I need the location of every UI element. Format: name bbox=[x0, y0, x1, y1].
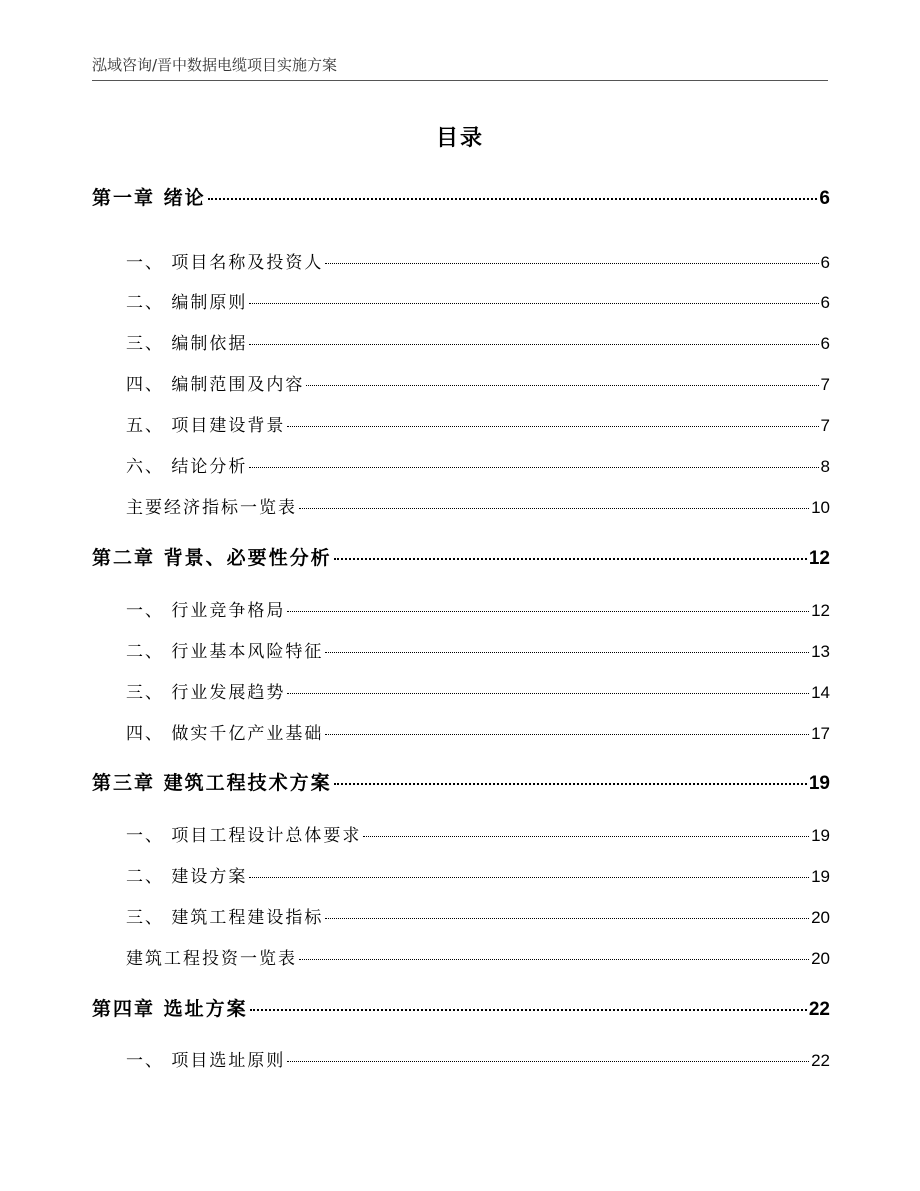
toc-dot-leader bbox=[249, 877, 809, 878]
toc-entry-page-number: 8 bbox=[820, 457, 830, 476]
toc-entry-page-number: 19 bbox=[811, 867, 830, 886]
toc-dot-leader bbox=[299, 959, 809, 960]
toc-entry-label: 二、 行业基本风险特征 bbox=[126, 642, 324, 662]
toc-dot-leader bbox=[249, 467, 818, 468]
toc-chapter-entry[interactable] bbox=[92, 994, 830, 1021]
toc-section-entry[interactable] bbox=[126, 288, 830, 313]
toc-dot-leader bbox=[287, 1061, 809, 1062]
toc-dot-leader bbox=[325, 652, 809, 653]
toc-entry-page-number: 22 bbox=[811, 1051, 830, 1070]
toc-title: 目录 bbox=[435, 126, 484, 151]
toc-entry-label: 第三章 建筑工程技术方案 bbox=[92, 772, 332, 794]
toc-entry-label: 五、 项目建设背景 bbox=[126, 416, 286, 436]
toc-dot-leader bbox=[287, 426, 818, 427]
toc-dot-leader bbox=[249, 303, 818, 304]
toc-entry-page-number: 22 bbox=[808, 999, 830, 1020]
toc-dot-leader bbox=[306, 385, 818, 386]
toc-dot-leader bbox=[325, 263, 818, 264]
toc-section-entry[interactable] bbox=[126, 1046, 830, 1071]
toc-entry-page-number: 20 bbox=[811, 949, 830, 968]
toc-dot-leader bbox=[249, 344, 818, 345]
toc-section-entry[interactable] bbox=[126, 678, 830, 703]
toc-entry-label: 二、 建设方案 bbox=[126, 867, 248, 887]
toc-chapter-entry[interactable] bbox=[92, 768, 830, 795]
toc-section-entry[interactable] bbox=[126, 862, 830, 887]
toc-entry-label: 四、 做实千亿产业基础 bbox=[126, 724, 324, 744]
toc-dot-leader bbox=[287, 611, 809, 612]
toc-dot-leader bbox=[325, 918, 809, 919]
toc-dot-leader bbox=[208, 198, 818, 200]
toc-entry-page-number: 6 bbox=[820, 293, 830, 312]
toc-chapter-entry[interactable] bbox=[92, 183, 830, 210]
running-header: 泓域咨询/晋中数据电缆项目实施方案 bbox=[92, 56, 338, 74]
toc-section-entry[interactable] bbox=[126, 493, 830, 518]
toc-entry-page-number: 17 bbox=[811, 724, 830, 743]
toc-entry-label: 二、 编制原则 bbox=[126, 293, 248, 313]
toc-entry-page-number: 20 bbox=[811, 908, 830, 927]
toc-entry-label: 一、 项目名称及投资人 bbox=[126, 253, 324, 273]
toc-dot-leader bbox=[363, 836, 809, 837]
toc-entry-label: 三、 编制依据 bbox=[126, 334, 248, 354]
header-divider bbox=[92, 80, 828, 81]
toc-section-entry[interactable] bbox=[126, 452, 830, 477]
toc-entry-page-number: 13 bbox=[811, 642, 830, 661]
toc-entry-page-number: 19 bbox=[811, 826, 830, 845]
toc-section-entry[interactable] bbox=[126, 596, 830, 621]
toc-entry-label: 第一章 绪论 bbox=[92, 187, 206, 209]
toc-dot-leader bbox=[334, 783, 807, 785]
toc-section-entry[interactable] bbox=[126, 821, 830, 846]
toc-entry-label: 一、 项目工程设计总体要求 bbox=[126, 826, 362, 846]
toc-entry-label: 第四章 选址方案 bbox=[92, 998, 248, 1020]
toc-section-entry[interactable] bbox=[126, 370, 830, 395]
toc-entry-page-number: 12 bbox=[808, 548, 830, 569]
toc-chapter-entry[interactable] bbox=[92, 543, 830, 570]
toc-section-entry[interactable] bbox=[126, 411, 830, 436]
toc-entry-page-number: 6 bbox=[820, 334, 830, 353]
toc-entry-label: 建筑工程投资一览表 bbox=[126, 949, 297, 969]
toc-dot-leader bbox=[287, 693, 809, 694]
toc-entry-label: 一、 行业竞争格局 bbox=[126, 601, 286, 621]
toc-entry-label: 三、 行业发展趋势 bbox=[126, 683, 286, 703]
toc-entry-page-number: 12 bbox=[811, 601, 830, 620]
toc-entry-label: 六、 结论分析 bbox=[126, 457, 248, 477]
toc-entry-label: 四、 编制范围及内容 bbox=[126, 375, 305, 395]
toc-entry-label: 一、 项目选址原则 bbox=[126, 1051, 286, 1071]
toc-dot-leader bbox=[299, 508, 809, 509]
toc-entry-page-number: 10 bbox=[811, 498, 830, 517]
toc-entry-page-number: 7 bbox=[820, 375, 830, 394]
toc-section-entry[interactable] bbox=[126, 903, 830, 928]
toc-entry-label: 三、 建筑工程建设指标 bbox=[126, 908, 324, 928]
toc-entry-label: 主要经济指标一览表 bbox=[126, 498, 297, 518]
toc-section-entry[interactable] bbox=[126, 637, 830, 662]
toc-entry-page-number: 6 bbox=[819, 188, 830, 209]
toc-dot-leader bbox=[250, 1009, 807, 1011]
toc-entry-page-number: 19 bbox=[808, 773, 830, 794]
toc-dot-leader bbox=[325, 734, 809, 735]
toc-section-entry[interactable] bbox=[126, 944, 830, 969]
toc-section-entry[interactable] bbox=[126, 329, 830, 354]
toc-section-entry[interactable] bbox=[126, 719, 830, 744]
toc-section-entry[interactable] bbox=[126, 248, 830, 273]
toc-entry-page-number: 7 bbox=[820, 416, 830, 435]
toc-dot-leader bbox=[334, 558, 807, 560]
toc-entry-page-number: 14 bbox=[811, 683, 830, 702]
toc-entry-label: 第二章 背景、必要性分析 bbox=[92, 547, 332, 569]
toc-entry-page-number: 6 bbox=[820, 253, 830, 272]
